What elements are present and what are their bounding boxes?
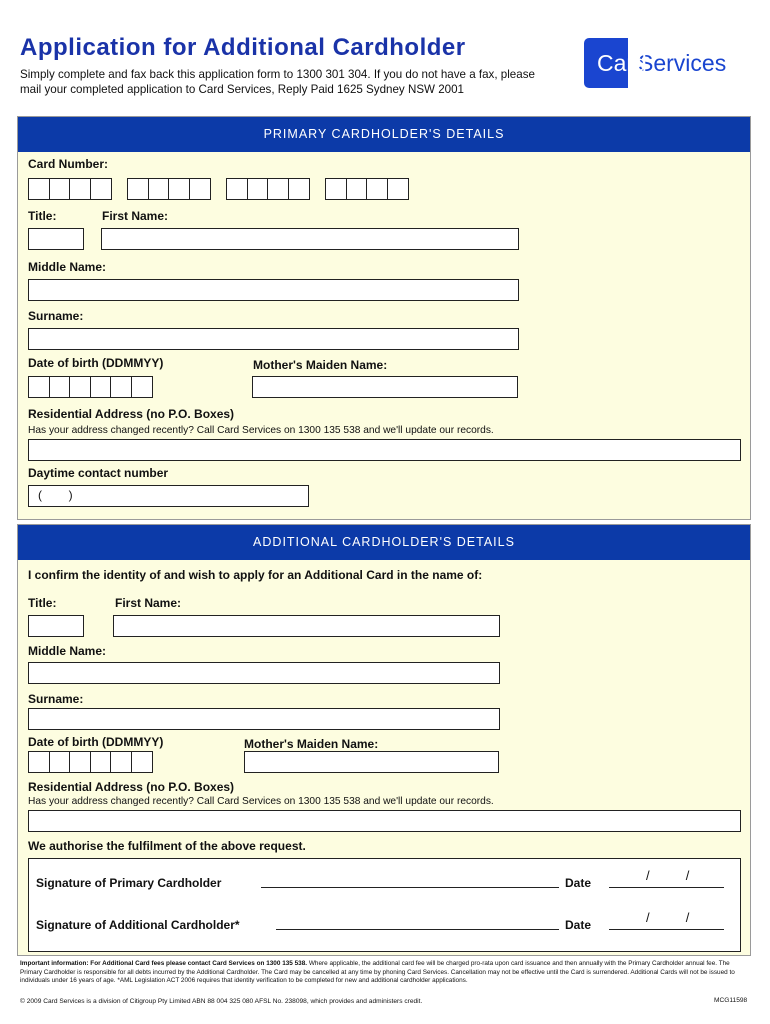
daytime-contact-label: Daytime contact number — [28, 466, 169, 480]
additional-middle-name-field[interactable] — [28, 662, 500, 684]
additional-first-name-field[interactable] — [113, 615, 500, 637]
additional-signature-line[interactable] — [276, 916, 559, 930]
primary-middle-name-field[interactable] — [28, 279, 519, 301]
primary-maiden-name-field[interactable] — [252, 376, 518, 398]
form-code: MCG11598 — [714, 997, 748, 1004]
logo-word-services: Services — [638, 49, 727, 76]
card-services-logo — [584, 38, 726, 88]
digit-cell[interactable] — [69, 178, 91, 200]
daytime-contact-field[interactable] — [28, 485, 309, 507]
digit-cell[interactable] — [325, 178, 347, 200]
additional-surname-field[interactable] — [28, 708, 500, 730]
digit-cell[interactable] — [28, 178, 50, 200]
digit-cell[interactable] — [346, 178, 368, 200]
additional-first-name-label: First Name: — [115, 596, 182, 610]
primary-address-note: Has your address changed recently? Call Card Services on 1300 135 538 and we'll update our records. — [28, 425, 494, 436]
primary-middle-name-label: Middle Name: — [28, 260, 107, 274]
dob-cell[interactable] — [90, 751, 112, 773]
primary-dob-label: Date of birth (DDMMYY) — [28, 356, 164, 370]
primary-address-label: Residential Address (no P.O. Boxes) — [28, 407, 235, 421]
primary-title-label: Title: — [28, 209, 57, 223]
primary-title-field[interactable] — [28, 228, 84, 250]
important-information-text: Where applicable, the additional card fee will be charged pro-rata upon card issuance and then annually with the Primary Cardholder annual fee. The Primary Cardholder is responsible for all debts incurred by the Additional Cardholder. The Card may be cancelled at any time by phoning Card Services. Cancellation may not be effective until the Card is surrendered. Additional Cards will not be issued to individuals under 16 years of age. *AML Legislation ACT 2006 requires that identity verification to be completed for new and additional cardholder applications. — [20, 960, 735, 985]
form-title: Application for Additional Cardholder — [20, 34, 466, 61]
confirm-identity-text: I confirm the identity of and wish to apply for an Additional Card in the name of: — [28, 568, 483, 582]
dob-cell[interactable] — [69, 751, 91, 773]
authorise-heading: We authorise the fulfilment of the above request. — [28, 839, 306, 853]
digit-cell[interactable] — [247, 178, 269, 200]
additional-middle-name-label: Middle Name: — [28, 644, 107, 658]
additional-title-field[interactable] — [28, 615, 84, 637]
primary-date-separators: / / — [646, 868, 690, 883]
signature-panel — [28, 858, 741, 952]
dob-cell[interactable] — [28, 751, 50, 773]
additional-date-separators: / / — [646, 910, 690, 925]
digit-cell[interactable] — [366, 178, 388, 200]
additional-dob-label: Date of birth (DDMMYY) — [28, 735, 164, 749]
additional-signature-label: Signature of Additional Cardholder* — [36, 918, 240, 932]
dob-cell[interactable] — [131, 376, 153, 398]
dob-cell[interactable] — [110, 376, 132, 398]
primary-surname-field[interactable] — [28, 328, 519, 350]
card-number-label: Card Number: — [28, 157, 109, 171]
primary-address-field[interactable] — [28, 439, 741, 461]
digit-cell[interactable] — [168, 178, 190, 200]
primary-section-heading: PRIMARY CARDHOLDER'S DETAILS — [18, 117, 750, 152]
digit-cell[interactable] — [90, 178, 112, 200]
intro-text: Simply complete and fax back this application form to 1300 301 304. If you do not have a fax, please mail your completed application to Card Services, Reply Paid 1625 Sydney NSW 2001 — [20, 68, 535, 96]
dob-cell[interactable] — [131, 751, 153, 773]
additional-address-label: Residential Address (no P.O. Boxes) — [28, 780, 235, 794]
dob-cell[interactable] — [69, 376, 91, 398]
digit-cell[interactable] — [127, 178, 149, 200]
important-information-bold: Important information: For Additional Card fees please contact Card Services on 1300 135 538. — [20, 960, 308, 967]
digit-cell[interactable] — [267, 178, 289, 200]
digit-cell[interactable] — [49, 178, 71, 200]
digit-cell[interactable] — [387, 178, 409, 200]
primary-signature-label: Signature of Primary Cardholder — [36, 876, 222, 890]
area-code-brackets: ( ) — [38, 488, 73, 502]
primary-first-name-label: First Name: — [102, 209, 169, 223]
copyright-text: © 2009 Card Services is a division of Citigroup Pty Limited ABN 88 004 325 080 AFSL No. 238098, which provides and administers credit. — [20, 998, 423, 1005]
dob-cell[interactable] — [90, 376, 112, 398]
logo-badge — [584, 38, 647, 88]
card-number-group-4[interactable] — [325, 178, 407, 200]
digit-cell[interactable] — [288, 178, 310, 200]
primary-first-name-field[interactable] — [101, 228, 519, 250]
primary-dob-field[interactable] — [28, 376, 151, 398]
logo-word-card: Card — [597, 49, 647, 76]
digit-cell[interactable] — [148, 178, 170, 200]
additional-maiden-name-label: Mother's Maiden Name: — [244, 737, 379, 751]
card-number-group-2[interactable] — [127, 178, 209, 200]
additional-maiden-name-field[interactable] — [244, 751, 499, 773]
dob-cell[interactable] — [49, 751, 71, 773]
digit-cell[interactable] — [226, 178, 248, 200]
primary-surname-label: Surname: — [28, 309, 84, 323]
primary-date-label: Date — [565, 876, 592, 890]
additional-address-field[interactable] — [28, 810, 741, 832]
dob-cell[interactable] — [28, 376, 50, 398]
dob-cell[interactable] — [110, 751, 132, 773]
additional-surname-label: Surname: — [28, 692, 84, 706]
additional-date-label: Date — [565, 918, 592, 932]
digit-cell[interactable] — [189, 178, 211, 200]
primary-maiden-name-label: Mother's Maiden Name: — [253, 358, 388, 372]
card-number-group-1[interactable] — [28, 178, 110, 200]
additional-section-heading: ADDITIONAL CARDHOLDER'S DETAILS — [18, 525, 750, 560]
additional-address-note: Has your address changed recently? Call Card Services on 1300 135 538 and we'll update our records. — [28, 796, 494, 807]
primary-signature-line[interactable] — [261, 874, 559, 888]
important-information — [20, 960, 750, 986]
dob-cell[interactable] — [49, 376, 71, 398]
card-number-group-3[interactable] — [226, 178, 308, 200]
additional-title-label: Title: — [28, 596, 57, 610]
additional-dob-field[interactable] — [28, 751, 151, 773]
